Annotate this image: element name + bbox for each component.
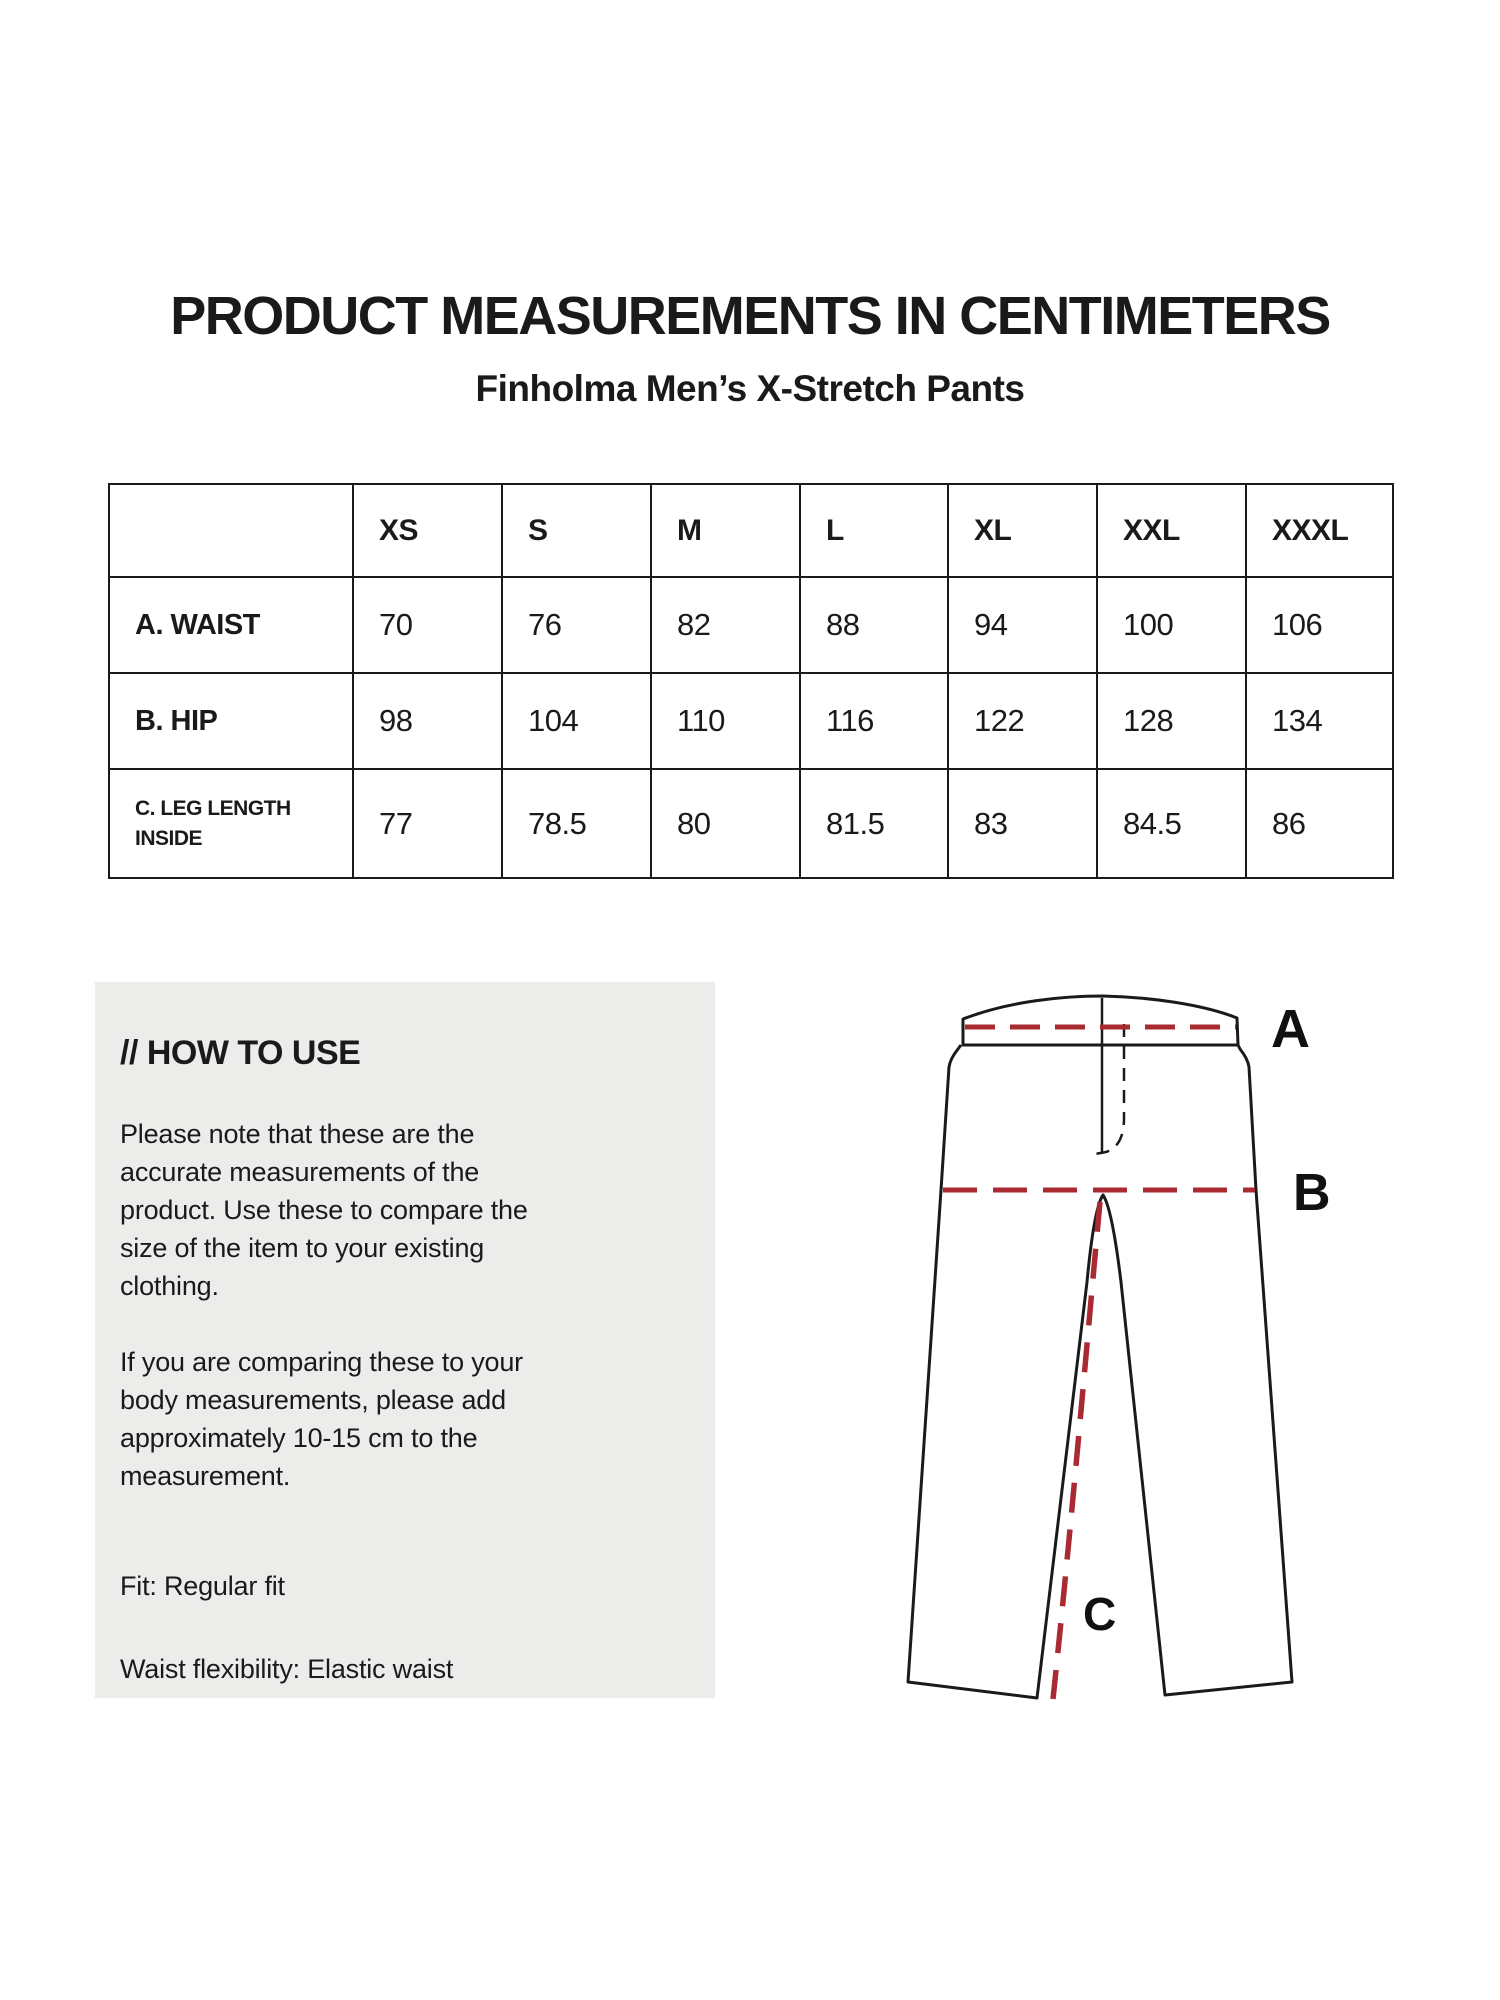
hip-label: B: [1293, 1164, 1331, 1222]
measurement-cell: 88: [800, 577, 948, 673]
measurement-cell: 104: [502, 673, 651, 769]
row-label-waist: A. WAIST: [109, 577, 353, 673]
measurement-cell: 122: [948, 673, 1097, 769]
product-name-subtitle: Finholma Men’s X-Stretch Pants: [475, 368, 1025, 409]
how-to-use-paragraph: Please note that these are the accurate measurements of the product. Use these to compare the size of the item to your existing clothing.: [120, 1119, 528, 1301]
how-to-use-heading: // HOW TO USE: [120, 1034, 361, 1072]
how-to-use-panel: [95, 982, 715, 1698]
measurement-cell: 83: [948, 769, 1097, 878]
size-column-header: S: [502, 484, 651, 577]
waist-label: A: [1271, 999, 1310, 1059]
pants-measurement-diagram: [880, 960, 1420, 1740]
size-column-header: XXXL: [1246, 484, 1393, 577]
measurement-cell: 98: [353, 673, 502, 769]
page-title: PRODUCT MEASUREMENTS IN CENTIMETERS: [170, 286, 1330, 346]
measurement-cell: 110: [651, 673, 800, 769]
measurement-cell: 70: [353, 577, 502, 673]
measurement-cell: 81.5: [800, 769, 948, 878]
waist-flexibility-info: Waist flexibility: Elastic waist: [120, 1654, 454, 1684]
measurement-cell: 116: [800, 673, 948, 769]
measurement-cell: 128: [1097, 673, 1246, 769]
how-to-use-paragraph: If you are comparing these to your body measurements, please add approximately 10-15 cm to the measurement.: [120, 1347, 523, 1491]
size-column-header: XXL: [1097, 484, 1246, 577]
size-column-header: XL: [948, 484, 1097, 577]
measurement-cell: 134: [1246, 673, 1393, 769]
measurement-cell: 84.5: [1097, 769, 1246, 878]
measurement-cell: 76: [502, 577, 651, 673]
row-label-hip: B. HIP: [109, 673, 353, 769]
table-row-waist: [109, 577, 1393, 673]
waistband: [963, 996, 1238, 1045]
measurement-cell: 100: [1097, 577, 1246, 673]
size-column-header: XS: [353, 484, 502, 577]
measurement-cell: 80: [651, 769, 800, 878]
fit-info: Fit: Regular fit: [120, 1571, 285, 1601]
size-measurements-table: [108, 483, 1394, 879]
measurement-cell: 82: [651, 577, 800, 673]
table-row-hip: [109, 673, 1393, 769]
measurement-cell: 86: [1246, 769, 1393, 878]
row-label-leg-length: C. LEG LENGTH INSIDE: [109, 769, 353, 878]
table-row-leg-length: [109, 769, 1393, 878]
corner-cell: [109, 484, 353, 577]
table-header-row: [109, 484, 1393, 577]
size-column-header: M: [651, 484, 800, 577]
measurement-cell: 77: [353, 769, 502, 878]
size-column-header: L: [800, 484, 948, 577]
measurement-cell: 94: [948, 577, 1097, 673]
measurement-cell: 78.5: [502, 769, 651, 878]
measurement-cell: 106: [1246, 577, 1393, 673]
inseam-label: C: [1083, 1588, 1117, 1640]
